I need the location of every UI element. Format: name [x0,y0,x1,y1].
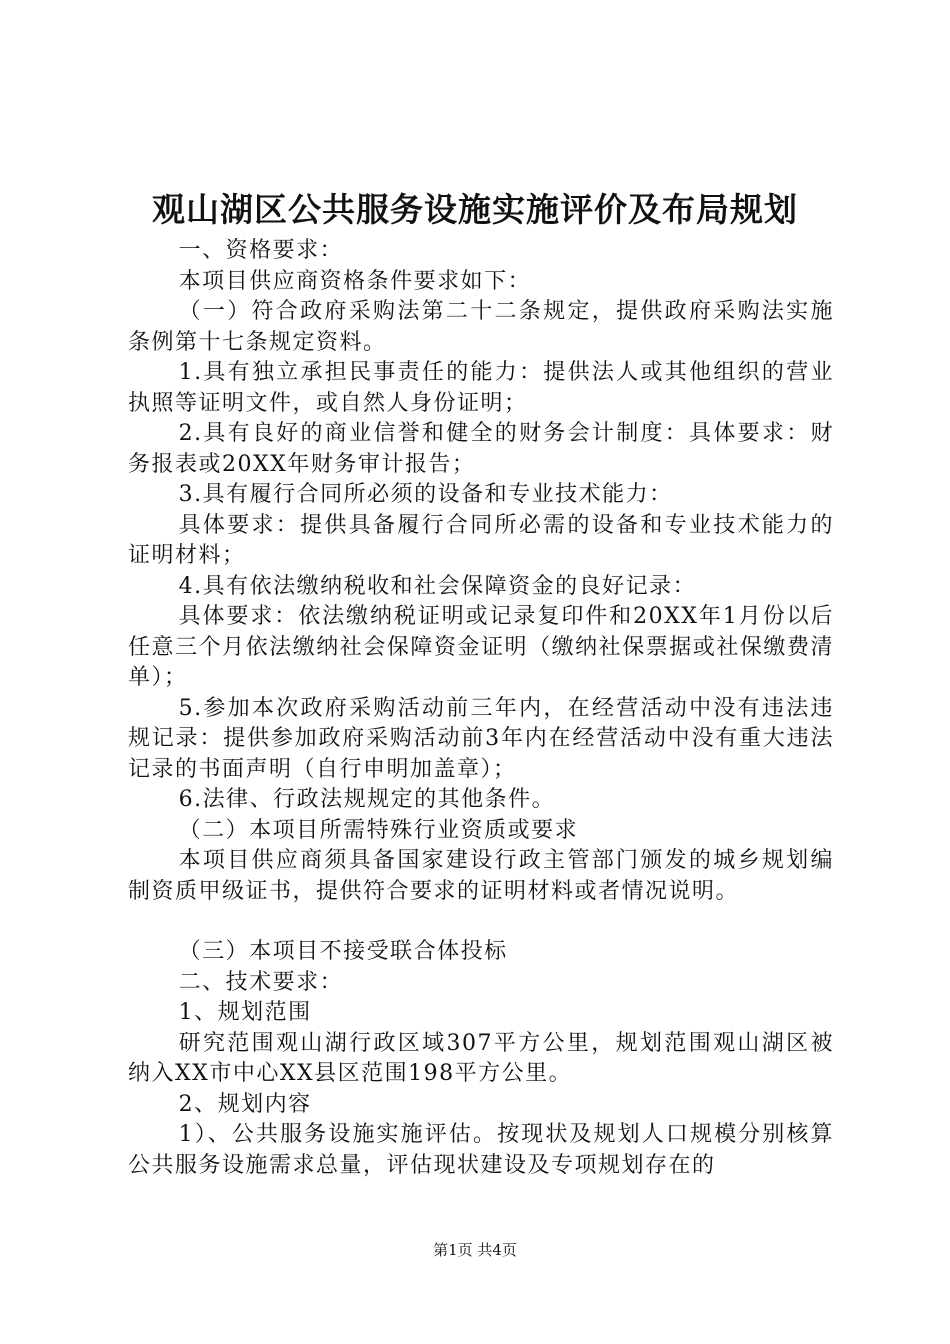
paragraph: 1）、公共服务设施实施评估。按现状及规划人口规模分别核算公共服务设施需求总量，评估现状建设及专项规划存在的 [128,1122,834,1178]
paragraph: 2.具有良好的商业信誉和健全的财务会计制度：具体要求：财务报表或20XX年财务审计报告； [128,421,834,477]
document-title: 观山湖区公共服务设施实施评价及布局规划 [152,190,798,229]
paragraph: （二）本项目所需特殊行业资质或要求 [178,817,579,843]
paragraph: 6.法律、行政法规规定的其他条件。 [178,787,556,812]
document-body [128,236,834,1181]
paragraph: 具体要求：提供具备履行合同所必需的设备和专业技术能力的证明材料； [128,512,834,568]
paragraph: （一）符合政府采购法第二十二条规定，提供政府采购法实施条例第十七条规定资料。 [128,299,834,355]
paragraph: 研究范围观山湖行政区域307平方公里，规划范围观山湖区被纳入XX市中心XX县区范围198平方公里。 [128,1030,834,1086]
paragraph: 3.具有履行合同所必须的设备和专业技术能力： [178,482,673,507]
paragraph: 本项目供应商资格条件要求如下： [178,268,532,294]
paragraph: （三）本项目不接受联合体投标 [178,939,508,964]
paragraph: 2、规划内容 [178,1091,312,1117]
paragraph: 具体要求：依法缴纳税证明或记录复印件和20XX年1月份以后任意三个月依法缴纳社会保障资金证明（缴纳社保票据或社保缴费清单）； [128,604,834,690]
paragraph: 1、规划范围 [178,1000,312,1025]
paragraph: 4.具有依法缴纳税收和社会保障资金的良好记录： [178,573,697,599]
page-footer: 第1页 共4页 [433,1241,517,1259]
paragraph: 一、资格要求： [178,238,344,263]
paragraph: 二、技术要求： [178,969,344,995]
paragraph: 本项目供应商须具备国家建设行政主管部门颁发的城乡规划编制资质甲级证书，提供符合要求的证明材料或者情况说明。 [128,848,834,904]
paragraph: 1.具有独立承担民事责任的能力：提供法人或其他组织的营业执照等证明文件，或自然人身份证明； [128,360,834,416]
paragraph: 5.参加本次政府采购活动前三年内，在经营活动中没有违法违规记录：提供参加政府采购活动前3年内在经营活动中没有重大违法记录的书面声明（自行申明加盖章）； [128,695,834,782]
